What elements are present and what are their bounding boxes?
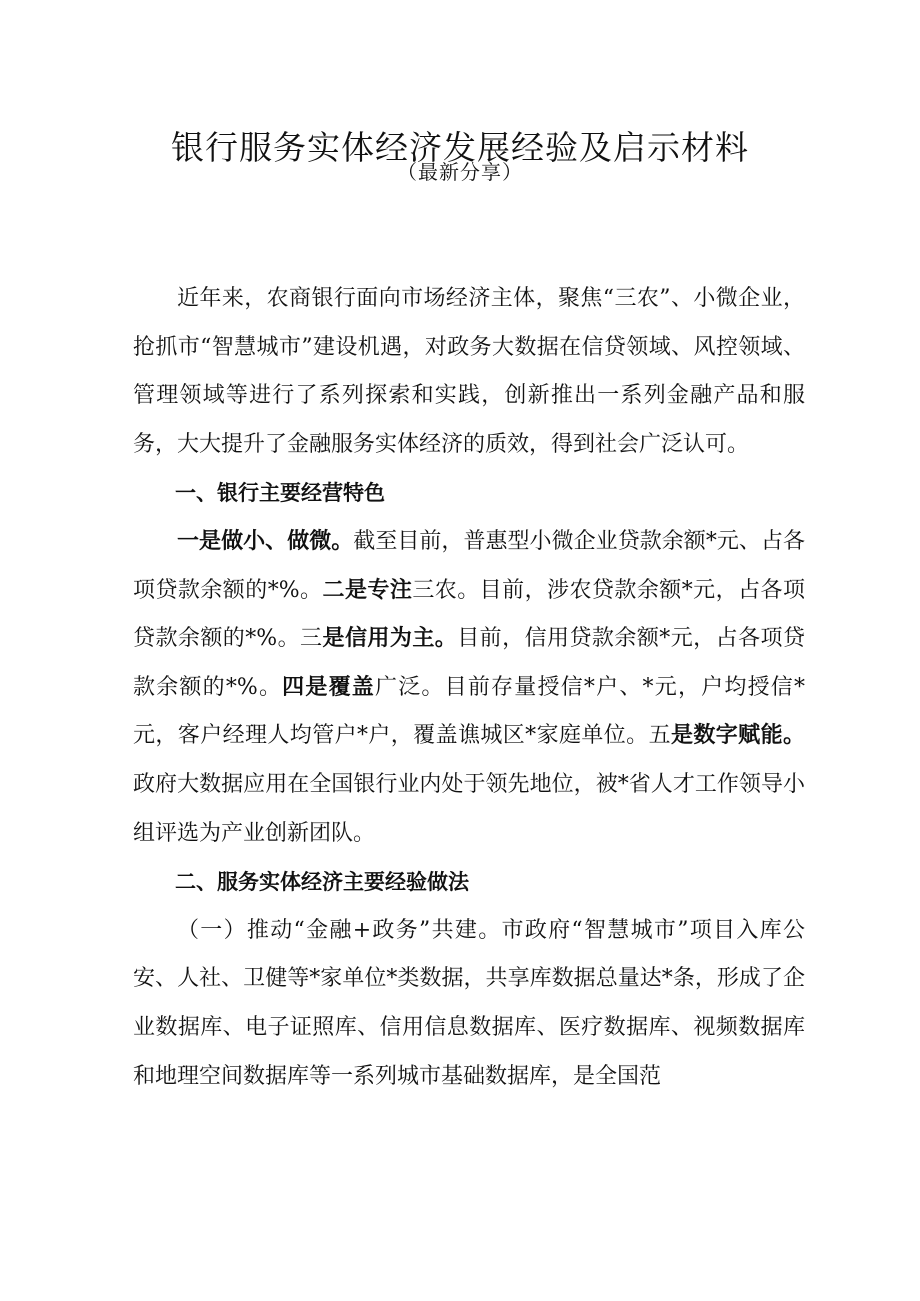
feature-1-text: 截至目前，普惠型小微企业贷款余额*元、占各项贷款余额的*%。: [133, 528, 805, 603]
features-paragraph: [133, 518, 805, 858]
section-heading-2: 二、服务实体经济主要经验做法: [175, 870, 469, 895]
document-body: [133, 275, 805, 1101]
intro-paragraph: 近年来，农商银行面向市场经济主体，聚焦“三农”、小微企业，抢抓市“智慧城市”建设机遇，对政务大数据在信贷领域、风控领域、管理领域等进行了系列探索和实践，创新推出一系列金融产品和服务，大大提升了金融服务实体经济的质效，得到社会广泛认可。: [133, 286, 805, 457]
section-heading-1: 一、银行主要经营特色: [175, 481, 385, 506]
feature-2-text: 三农。目前，涉农贷款余额*元，占各项贷款余额的*%。三: [133, 577, 805, 652]
feature-5-text: 政府大数据应用在全国银行业内处于领先地位，被*省人才工作领导小组评选为产业创新团队。: [133, 771, 805, 846]
feature-4-lead: 四是覆盖: [282, 674, 376, 700]
practice-paragraph-1: （一）推动“金融+政务”共建。市政府“智慧城市”项目入库公安、人社、卫健等*家单位*类数据，共享库数据总量达*条，形成了企业数据库、电子证照库、信用信息数据库、医疗数据库、视频数据库和地理空间数据库等一系列城市基础数据库，是全国范: [133, 917, 805, 1089]
feature-3-text: 目前，信用贷款余额*元，占各项贷款余额的*%。: [133, 626, 805, 700]
feature-5-lead: 是数字赋能。: [670, 723, 805, 749]
feature-3-lead: 是信用为主。: [322, 626, 458, 652]
feature-2-lead: 二是专注: [322, 577, 413, 603]
document-title: 银行服务实体经济发展经验及启示材料: [171, 128, 749, 167]
document-subtitle: （最新分享）: [397, 160, 523, 184]
feature-1-lead: 一是做小、做微。: [177, 528, 354, 554]
feature-4-text: 广泛。目前存量授信*户、*元，户均授信*元，客户经理人均管户*户，覆盖谯城区*家庭单位。五: [133, 674, 805, 749]
